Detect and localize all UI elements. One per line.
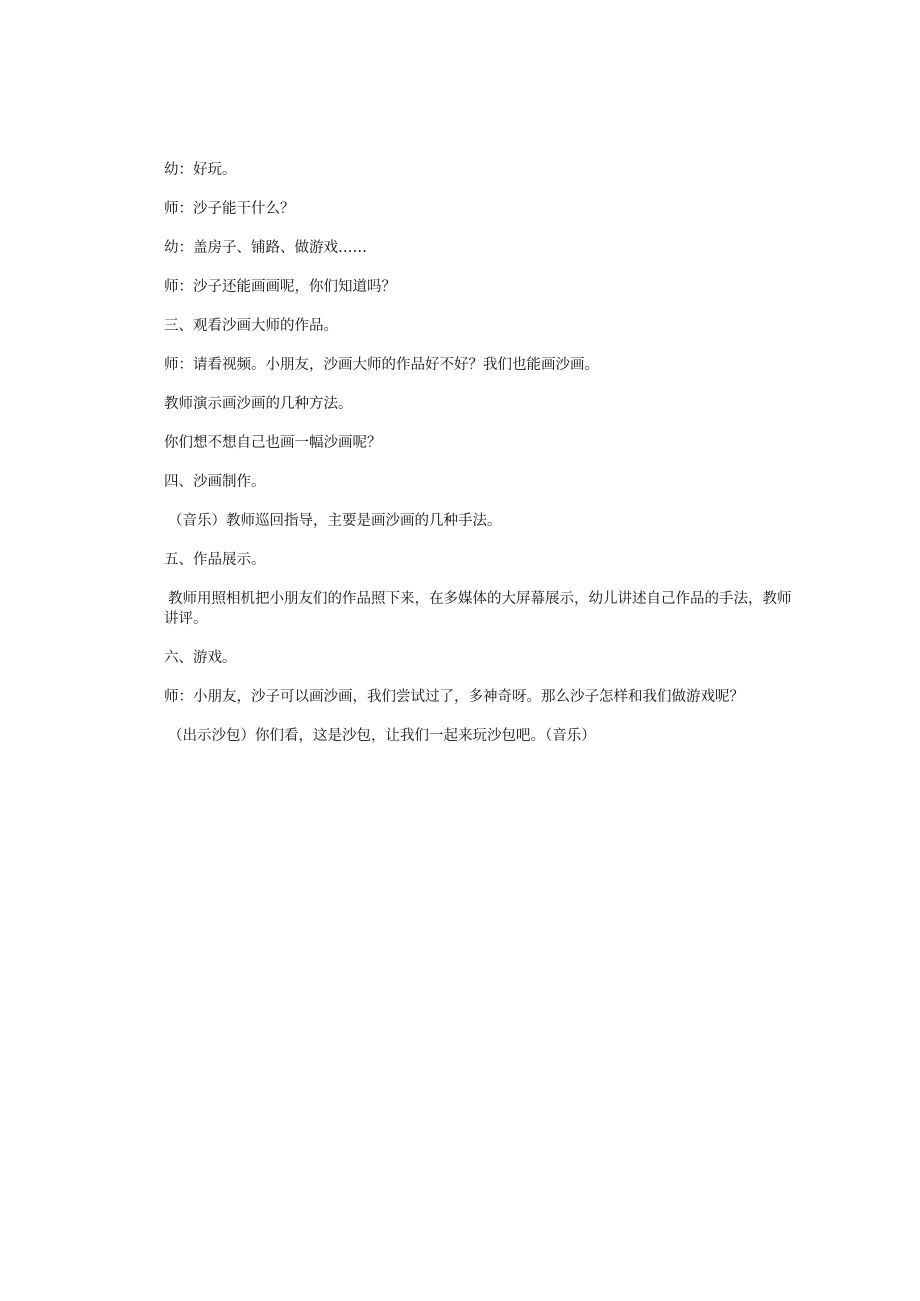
paragraph-teacher-sand-painting: 师：沙子还能画画呢，你们知道吗？ [164,279,396,295]
paragraph-child-reply-fun: 幼：好玩。 [164,162,237,178]
paragraph-teacher-question-sand-use: 师：沙子能干什么？ [164,201,295,217]
document-body [164,160,796,765]
paragraph-sandbag: （出示沙包）你们看，这是沙包，让我们一起来玩沙包吧。（音乐） [168,728,596,744]
paragraph-teacher-video: 师：请看视频。小朋友，沙画大师的作品好不好？我们也能画沙画。 [164,357,599,373]
paragraph-teacher-game-question: 师：小朋友，沙子可以画沙画，我们尝试过了，多神奇呀。那么沙子怎样和我们做游戏呢？ [164,689,744,705]
paragraph-photo-display: 教师用照相机把小朋友们的作品照下来，在多媒体的大屏幕展示，幼儿讲述自己作品的手法，教师讲评。 [164,591,792,627]
section-heading-watch-works: 三、观看沙画大师的作品。 [164,318,338,334]
paragraph-music-guidance: （音乐）教师巡回指导，主要是画沙画的几种手法。 [168,513,502,529]
paragraph-child-reply-uses: 幼：盖房子、铺路、做游戏…… [164,240,367,256]
paragraph-teacher-demo: 教师演示画沙画的几种方法。 [164,396,353,412]
section-heading-game: 六、游戏。 [164,650,237,666]
section-heading-display: 五、作品展示。 [164,552,266,568]
paragraph-question-draw: 你们想不想自己也画一幅沙画呢？ [164,435,382,451]
section-heading-making: 四、沙画制作。 [164,474,266,490]
